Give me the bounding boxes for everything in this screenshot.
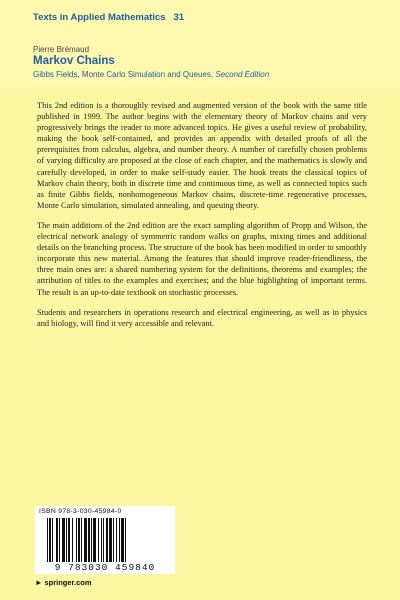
barcode-bar (56, 518, 58, 562)
barcode-digits: 9 783030 459840 (54, 562, 156, 573)
barcode-bar (101, 518, 102, 562)
book-subtitle (33, 70, 269, 79)
barcode-bar (103, 518, 104, 562)
barcode-bar (113, 518, 114, 562)
isbn-barcode (35, 506, 175, 574)
isbn-text: ISBN 978-3-030-45984-0 (39, 508, 122, 515)
barcode-bar (76, 518, 77, 562)
barcode-bar (66, 518, 67, 562)
publisher-url: springer.com (44, 578, 92, 587)
back-cover-blurb (37, 100, 367, 338)
barcode-bar (49, 518, 51, 562)
barcode-bar (84, 518, 87, 562)
series-number: 31 (173, 12, 185, 23)
barcode-bar (116, 518, 117, 562)
barcode-bar (59, 518, 60, 562)
barcode-bar (125, 518, 126, 562)
barcode-bar (119, 518, 120, 562)
barcode-bar (47, 518, 48, 562)
barcode-bar (88, 518, 90, 562)
series-title (33, 12, 184, 23)
barcode-bars-icon (47, 518, 163, 562)
series-name: Texts in Applied Mathematics (33, 12, 166, 23)
subtitle-text: Gibbs Fields, Monte Carlo Simulation and Queues, (33, 70, 214, 79)
publisher-link[interactable] (35, 578, 92, 587)
barcode-bar (81, 518, 82, 562)
barcode-bar (106, 518, 108, 562)
barcode-bar (121, 518, 124, 562)
barcode-bar (62, 518, 65, 562)
cover-header (0, 0, 400, 87)
barcode-bar (109, 518, 112, 562)
blurb-paragraph-3: Students and researchers in operations research and electrical engineering, as well as in physics and biology, will find it very accessible and relevant. (37, 307, 367, 328)
arrow-icon: ► (35, 578, 43, 587)
edition-text: Second Edition (215, 70, 270, 79)
barcode-bar (72, 518, 73, 562)
barcode-bar (93, 518, 96, 562)
barcode-bar (68, 518, 70, 562)
blurb-paragraph-2: The main additions of the 2nd edition are the exact sampling algorithm of Propp and Wilson, the electrical network analogy of symmetric random walks on graphs, mixing times and additional details on the branching process. The structure of the book has been modified in order to smoothly incorporate this new material. Among the features that should improve reader-friendliness, the three main ones are: a shared numbering system for the definitions, theorems and examples; the attribution of titles to the examples and exercises; and the blue highlighting of important terms. The result is an up-to-date textbook on stochastic processes. (37, 220, 367, 297)
book-title: Markov Chains (33, 55, 115, 67)
blurb-paragraph-1: This 2nd edition is a thoroughly revised and augmented version of the book with the same title published in 1999. The author begins with the elementary theory of Markov chains and very progressively brings the reader to more advanced topics. He gives a useful review of probability, making the book self-contained, and provides an appendix with detailed proofs of all the prerequisites from calculus, algebra, and number theory. A number of carefully chosen problems of varying difficulty are proposed at the close of each chapter, and the mathematics is slowly and carefully developed, in order to make self-study easier. The book treats the classical topics of Markov chain theory, both in discrete time and continuous time, as well as connected topics such as finite Gibbs fields, nonhomogeneous Markov chains, discrete-time regenerative processes, Monte Carlo simulation, simulated annealing, and queuing theory. (37, 101, 367, 210)
barcode-bar (78, 518, 80, 562)
barcode-bar (91, 518, 92, 562)
author-name: Pierre Brémaud (33, 45, 90, 54)
barcode-bar (98, 518, 99, 562)
barcode-bar (52, 518, 53, 562)
